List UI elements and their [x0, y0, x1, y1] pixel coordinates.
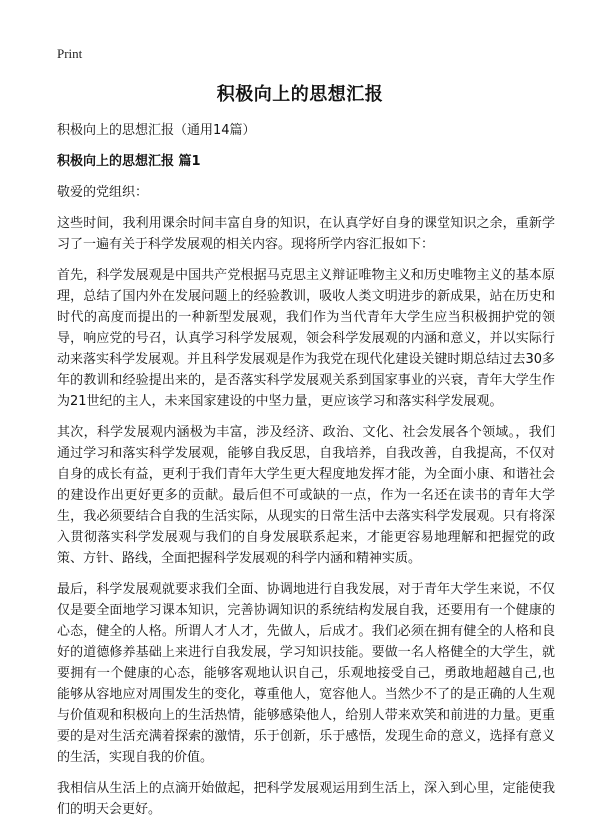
- document-subtitle: 积极向上的思想汇报（通用14篇）: [57, 123, 256, 138]
- document-title: 积极向上的思想汇报: [216, 84, 384, 105]
- paragraph-second: 其次，科学发展观内涵极为丰富，涉及经济、政治、文化、社会发展各个领域。，我们通过学习和落实科学发展观，能够自我反思，自我培养，自我改善，自我提高，不仅对自身的成长有益，更利于我们青年大学生更大程度地发挥才能，为全面小康、和谐社会的建设作出更好更多的贡献。最后但不可或缺的一点，作为一名还在读书的青年大学生，我必须要结合自我的生活实际，从现实的日常生活中去落实科学发展观。只有将深入贯彻落实科学发展观与我们的自身发展联系起来，才能更容易地理解和把握党的政策、方针、路线，全面把握科学发展观的科学内涵和精神实质。: [57, 425, 555, 566]
- paragraph-intro: 这些时间，我利用课余时间丰富自身的知识，在认真学好自身的课堂知识之余，重新学习了一遍有关于科学发展观的相关内容。现将所学内容汇报如下：: [57, 216, 555, 252]
- document-body: [57, 120, 555, 830]
- print-link[interactable]: Print: [57, 46, 83, 61]
- greeting: 敬爱的党组织：: [57, 185, 149, 200]
- paragraph-last: 最后，科学发展观就要求我们全面、协调地进行自我发展，对于青年大学生来说，不仅仅是要全面地学习课本知识，完善协调知识的系统结构发展自我，还要用有一个健康的心态，健全的人格。所谓人才人才，先做人，后成才。我们必须在拥有健全的人格和良好的道德修养基础上来进行自我发展，学习知识技能。要做一名人格健全的大学生，就要拥有一个健康的心态，能够客观地认识自己，乐观地接受自己，勇敢地超越自己,也能够从容地应对周围发生的变化，尊重他人，宽容他人。当然少不了的是正确的人生观与价值观和积极向上的生活热情，能够感染他人，给别人带来欢笑和前进的力量。更重要的是对生活充满着探索的激情，乐于创新，乐于感悟，发现生命的意义，选择有意义的生活，实现自我的价值。: [57, 582, 555, 765]
- paragraph-first: 首先，科学发展观是中国共产党根据马克思主义辩证唯物主义和历史唯物主义的基本原理，总结了国内外在发展问题上的经验教训，吸收人类文明进步的新成果，站在历史和时代的高度而提出的一种新型发展观，我们作为当代青年大学生应当积极拥护党的领导，响应党的号召，认真学习科学发展观，领会科学发展观的内涵和意义，并以实际行动来落实科学发展观。并且科学发展观是作为我党在现代化建设关键时期总结过去30多年的教训和经验提出来的，是否落实科学发展观关系到国家事业的兴衰，青年大学生作为21世纪的主人，未来国家建设的中坚力量，更应该学习和落实科学发展观。: [57, 268, 555, 409]
- section-heading: 积极向上的思想汇报 篇1: [57, 154, 201, 169]
- paragraph-closing: 我相信从生活上的点滴开始做起，把科学发展观运用到生活上，深入到心里，定能使我们的明天会更好。: [57, 781, 555, 817]
